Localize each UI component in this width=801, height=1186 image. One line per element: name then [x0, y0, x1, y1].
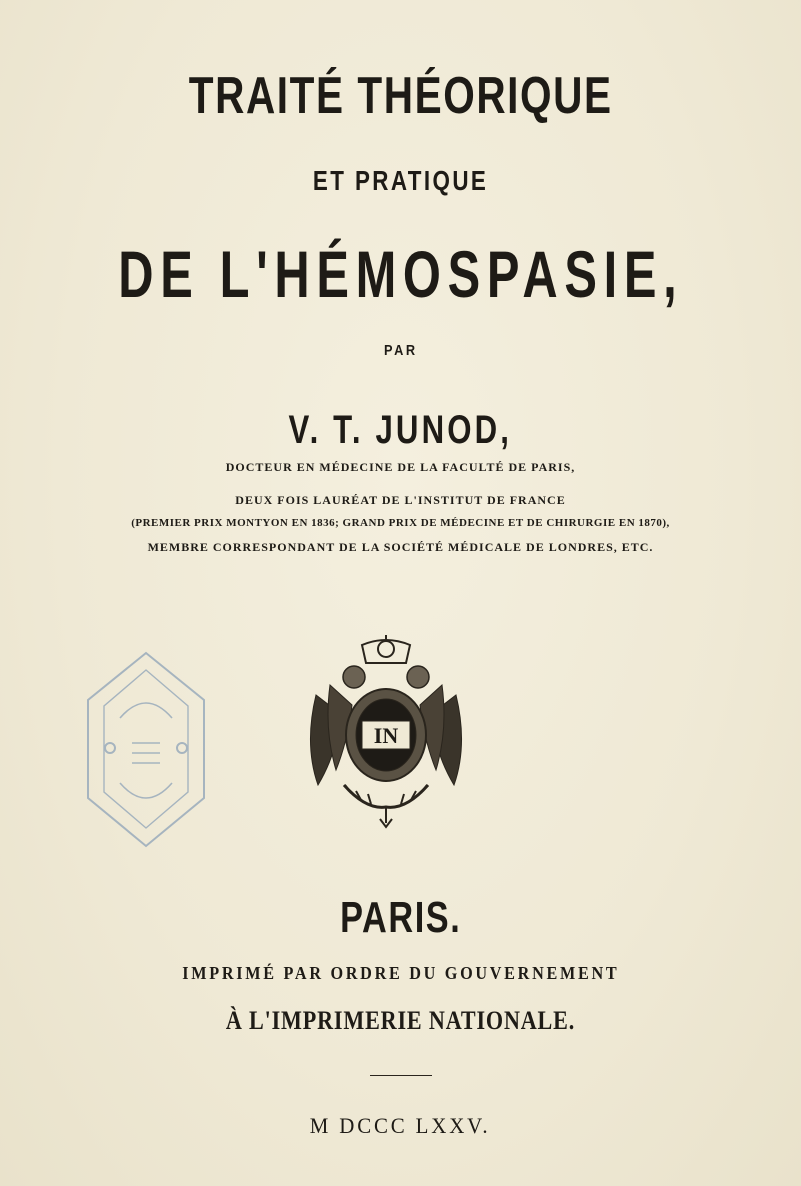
title-line-3: DE L'HÉMOSPASIE, [117, 237, 684, 311]
seal-monogram: IN [373, 723, 399, 748]
credential-line: DEUX FOIS LAURÉAT DE L'INSTITUT DE FRANCE [235, 493, 566, 507]
imprint-press: À L'IMPRIMERIE NATIONALE. [225, 1006, 576, 1035]
library-stamp-icon [80, 648, 212, 853]
title-line-2: ET PRATIQUE [312, 165, 489, 196]
credential-line: (PREMIER PRIX MONTYON EN 1836; GRAND PRIX DE MÉDECINE ET DE CHIRURGIE EN 1870), [131, 517, 670, 529]
imprimerie-nationale-seal-icon [296, 635, 476, 830]
byline-par: PAR [383, 342, 418, 359]
imprint-date: M DCCC LXXV. [310, 1113, 491, 1138]
imprint-printed-by: IMPRIMÉ PAR ORDRE DU GOUVERNEMENT [181, 963, 620, 983]
credential-line: DOCTEUR EN MÉDECINE DE LA FACULTÉ DE PARIS, [225, 460, 576, 474]
credential-line: MEMBRE CORRESPONDANT DE LA SOCIÉTÉ MÉDICALE DE LONDRES, ETC. [147, 540, 654, 554]
title-line-1: TRAITÉ THÉORIQUE [188, 67, 613, 125]
divider-rule [370, 1075, 432, 1076]
author-name: V. T. JUNOD, [288, 408, 513, 452]
imprint-city: PARIS. [339, 893, 462, 942]
